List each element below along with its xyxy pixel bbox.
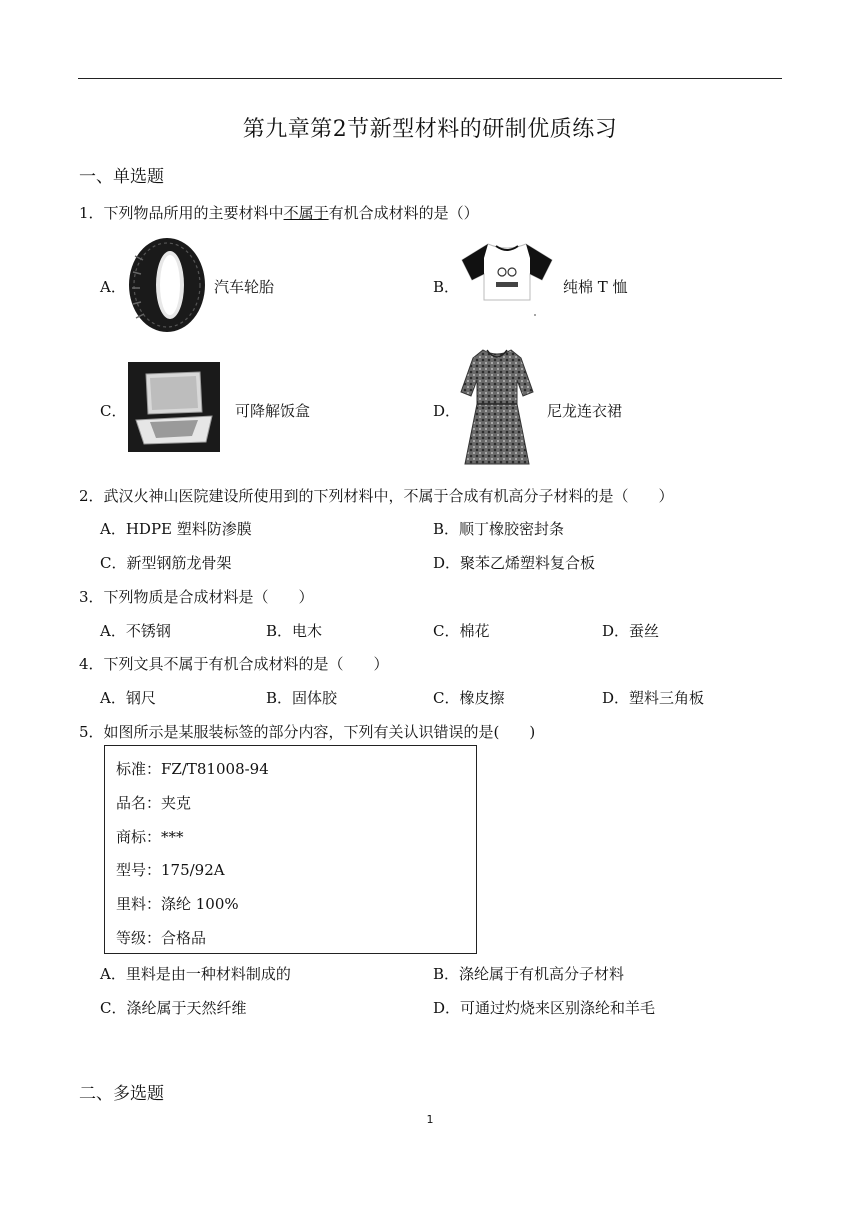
option-c[interactable]: C．橡皮擦	[433, 689, 505, 707]
option-c[interactable]: C．新型钢筋龙骨架	[100, 554, 232, 572]
question-1	[79, 202, 479, 223]
option-d[interactable]: D．聚苯乙烯塑料复合板	[433, 554, 596, 572]
option-a[interactable]: A．不锈钢	[100, 622, 171, 640]
question-3	[79, 586, 314, 607]
label-line-trademark: 商标：***	[116, 828, 184, 846]
question-number: 2．	[79, 487, 104, 505]
option-text[interactable]: 尼龙连衣裙	[547, 402, 623, 420]
question-stem: 如图所示是某服装标签的部分内容，下列有关认识错误的是( )	[103, 723, 536, 741]
option-c[interactable]: C．棉花	[433, 622, 490, 640]
option-b[interactable]: B．电木	[266, 622, 323, 640]
label-line-model: 型号：175/92A	[116, 861, 225, 879]
option-text[interactable]: 可降解饭盒	[235, 402, 311, 420]
question-stem: 下列物质是合成材料是（ ）	[103, 588, 314, 606]
question-number: 5．	[79, 723, 104, 741]
question-stem-pre: 下列物品所用的主要材料中	[103, 204, 284, 222]
dress-image	[457, 346, 537, 470]
section-heading-multi-choice: 二、多选题	[79, 1084, 164, 1104]
tshirt-image	[460, 238, 554, 318]
label-line-standard: 标准：FZ/T81008-94	[116, 760, 269, 778]
option-d[interactable]: D．可通过灼烧来区别涤纶和羊毛	[433, 999, 656, 1017]
question-number: 3．	[79, 588, 104, 606]
option-letter[interactable]: C．	[100, 402, 127, 420]
option-text[interactable]: 汽车轮胎	[214, 278, 275, 296]
option-c[interactable]: C．涤纶属于天然纤维	[100, 999, 247, 1017]
lunchbox-image	[128, 362, 220, 452]
question-stem: 武汉火神山医院建设所使用到的下列材料中，不属于合成有机高分子材料的是（ ）	[103, 487, 674, 505]
option-letter[interactable]: B．	[433, 278, 460, 296]
page-title: 第九章第2节新型材料的研制优质练习	[242, 117, 618, 142]
tire-image	[127, 236, 207, 334]
question-stem-post: 有机合成材料的是（）	[328, 204, 479, 222]
section-heading-single-choice: 一、单选题	[79, 167, 164, 187]
option-letter[interactable]: D．	[433, 402, 461, 420]
header-rule	[78, 78, 782, 79]
option-b[interactable]: B．顺丁橡胶密封条	[433, 520, 565, 538]
option-d[interactable]: D．蚕丝	[602, 622, 660, 640]
option-letter[interactable]: A．	[100, 278, 126, 296]
option-text[interactable]: 纯棉 T 恤	[563, 278, 628, 296]
question-5	[79, 721, 535, 742]
option-a[interactable]: A．钢尺	[100, 689, 156, 707]
label-line-lining: 里料：涤纶 100%	[116, 895, 239, 913]
option-d[interactable]: D．塑料三角板	[602, 689, 705, 707]
question-2	[79, 485, 674, 506]
option-a[interactable]: A．里料是由一种材料制成的	[100, 965, 291, 983]
page-number: 1	[426, 1113, 434, 1126]
question-number: 4．	[79, 655, 104, 673]
question-stem: 下列文具不属于有机合成材料的是（ ）	[103, 655, 389, 673]
option-b[interactable]: B．固体胶	[266, 689, 338, 707]
question-4	[79, 653, 389, 674]
label-line-grade: 等级：合格品	[116, 929, 207, 947]
label-line-product-name: 品名：夹克	[116, 794, 192, 812]
question-stem-underlined: 不属于	[283, 204, 329, 222]
option-b[interactable]: B．涤纶属于有机高分子材料	[433, 965, 625, 983]
question-number: 1．	[79, 204, 104, 222]
option-a[interactable]: A．HDPE 塑料防渗膜	[100, 520, 252, 538]
